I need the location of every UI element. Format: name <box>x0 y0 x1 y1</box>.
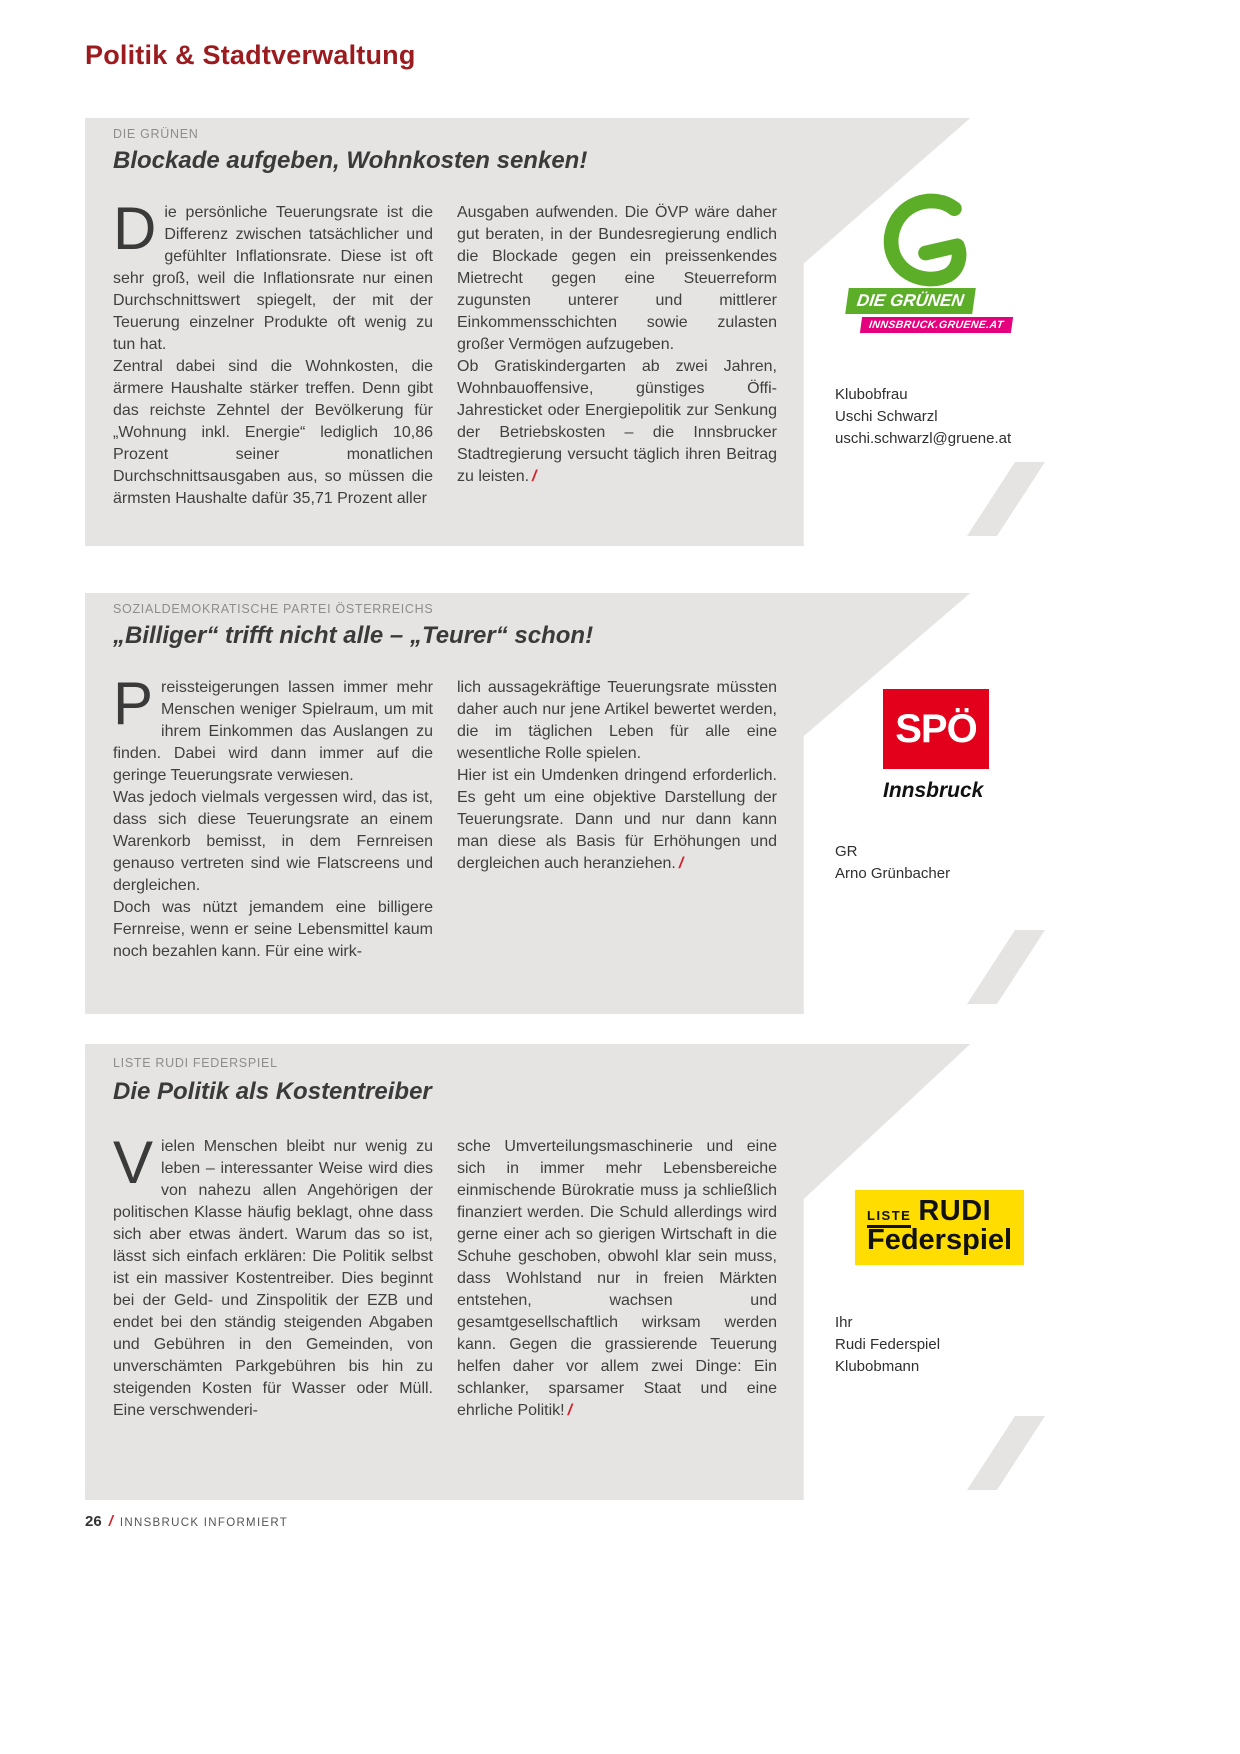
contact-info <box>835 384 1011 450</box>
article-title: „Billiger“ trifft nicht alle – „Teurer“ schon! <box>113 622 594 649</box>
paragraph: Doch was nützt jemandem eine billigere Fernreise, wenn er seine Lebensmittel kaum noch bezahlen kann. Für eine wirk- <box>113 899 433 960</box>
contact-info <box>835 841 950 885</box>
article-end-slash: / <box>678 855 684 872</box>
paragraph: Zentral dabei sind die Wohnkosten, die ärmere Haushalte stärker treffen. Denn gibt das reichste Zehntel der Bevölkerung für „Wohnung inkl. Energie“ lediglich 10,86 Prozent seiner monatlichen Durchschnittsausgaben aus, so müssen die ärmsten Haushalte dafür 35,71 Prozent aller <box>113 358 433 507</box>
gruene-logo <box>847 190 1027 333</box>
text-column-2 <box>457 1136 777 1422</box>
spoe-logo <box>883 689 989 803</box>
gruene-wordmark: DIE GRÜNEN <box>845 288 975 314</box>
text-column-1 <box>113 670 433 963</box>
article-end-slash: / <box>532 468 537 485</box>
paragraph: Ob Gratiskindergarten ab zwei Jahren, Wohnbauoffensive, günstiges Öffi-Jahresticket oder Energiepolitik zur Senkung der Betriebskosten – die Innsbrucker Stadtregierung versucht täglich ihren Beitrag zu leisten. <box>457 358 777 485</box>
paragraph: sche Umverteilungsmaschinerie und eine sich in immer mehr Lebensbereiche einmischende Bürokratie muss ja schließlich finanziert werden. Die Schuld allerdings wird gerne einer ach so gierigen Wirtschaft in die Schuhe geschoben, obwohl klar sein muss, dass Wohlstand nur in freien Märkten entstehen, wachsen und gesamtgesellschaftlich wirksam werden kann. Gegen die grassierende Teuerung helfen daher vor allem zwei Dinge: Ein schlanker, sparsamer Staat und eine ehrliche Politik! <box>457 1138 777 1419</box>
dropcap-letter: D <box>113 195 157 262</box>
page-number: 26 <box>85 1513 102 1530</box>
contact-info <box>835 1312 940 1378</box>
gruene-g-brush-icon <box>864 184 992 294</box>
footer-slash-icon: / <box>108 1513 113 1530</box>
diagonal-slash-decoration <box>967 930 1045 1004</box>
federspiel-liste-label: LISTE <box>867 1208 911 1228</box>
diagonal-slash-decoration <box>967 1416 1045 1490</box>
federspiel-rudi-label: RUDI <box>918 1195 992 1227</box>
section-gruene <box>85 118 1037 546</box>
spoe-city-label: Innsbruck <box>883 779 984 802</box>
text-column-1 <box>113 1129 433 1422</box>
text-column-2 <box>457 202 777 488</box>
dropcap-letter: P <box>113 670 154 737</box>
article-title: Die Politik als Kostentreiber <box>113 1078 432 1105</box>
spoe-red-box: SPÖ <box>883 689 989 769</box>
contact-role: Klubobfrau <box>835 386 908 403</box>
article-title: Blockade aufgeben, Wohnkosten senken! <box>113 147 588 174</box>
federspiel-logo <box>855 1190 1024 1265</box>
gruene-url-banner: INNSBRUCK.GRUENE.AT <box>860 317 1013 333</box>
dropcap-letter: V <box>113 1129 154 1196</box>
article-end-slash: / <box>567 1402 573 1419</box>
contact-name: Arno Grünbacher <box>835 865 951 882</box>
paragraph: Hier ist ein Umdenken dringend erforderlich. Es geht um eine objektive Darstellung der Teuerungsrate. Dann und nur dann kann man diese als Basis für Erhöhungen und dergleichen auch heranziehen. <box>457 767 777 872</box>
paragraph: reissteigerungen lassen immer mehr Menschen weniger Spielraum, um mit ihrem Einkommen das Auslangen zu finden. Dabei wird dann immer auf die geringe Teuerungsrate verwiesen. <box>113 679 433 784</box>
paragraph: Ausgaben aufwenden. Die ÖVP wäre daher gut beraten, in der Bundesregierung endlich die Blockade gegen ein preissenkendes Mietrecht gegen eine Steuerreform zugunsten unterer und mittlerer Einkommensschichten sowie zulasten großer Vermögen aufzugeben. <box>457 204 777 353</box>
federspiel-name-label: Federspiel <box>867 1224 1013 1256</box>
diagonal-slash-decoration <box>967 462 1045 536</box>
section-kicker: DIE GRÜNEN <box>113 127 199 141</box>
page-title: Politik & Stadtverwaltung <box>85 40 416 70</box>
section-kicker: SOZIALDEMOKRATISCHE PARTEI ÖSTERREICHS <box>113 602 434 616</box>
paragraph: Was jedoch vielmals vergessen wird, das ist, dass sich diese Teuerungsrate an einem Warenkorb bemisst, in dem Fernreisen genauso vertreten sind wie Flatscreens und dergleichen. <box>113 789 433 894</box>
section-spoe <box>85 593 1037 1014</box>
contact-name: Rudi Federspiel <box>835 1336 941 1353</box>
contact-salutation: Ihr <box>835 1314 853 1331</box>
paragraph: lich aussagekräftige Teuerungsrate müssten daher auch nur jene Artikel bewertet werden, die im täglichen Leben für alle eine wesentliche Rolle spielen. <box>457 679 777 762</box>
section-kicker: LISTE RUDI FEDERSPIEL <box>113 1056 278 1070</box>
contact-email: uschi.schwarzl@gruene.at <box>835 430 1012 447</box>
text-column-1 <box>113 195 433 510</box>
paragraph: ie persönliche Teuerungsrate ist die Differenz zwischen tatsächlicher und gefühlter Inflationsrate. Diese ist oft sehr groß, weil die Inflationsrate nur einen Durchschnittswert spiegelt, der mit der Teuerung einzelner Produkte oft wenig zu tun hat. <box>113 204 433 353</box>
section-federspiel <box>85 1044 1037 1500</box>
magazine-name: INNSBRUCK INFORMIERT <box>119 1517 289 1529</box>
contact-name: Uschi Schwarzl <box>835 408 938 425</box>
contact-role: Klubobmann <box>835 1358 920 1375</box>
contact-role: GR <box>835 843 858 860</box>
page-footer <box>85 1513 288 1530</box>
text-column-2 <box>457 677 777 875</box>
paragraph: ielen Menschen bleibt nur wenig zu leben – interessanter Weise wird dies von nahezu allen Angehörigen der politischen Klasse häufig beklagt, ohne dass sich aber etwas ändert. Warum das so ist, lässt sich einfach erklären: Die Politik selbst ist ein massiver Kostentreiber. Dies beginnt bei der Geld- und Zinspolitik der EZB und endet bei den ständig steigenden Abgaben und Gebühren in den Gemeinden, von unverschämten Parkgebühren bis hin zu steigenden Kosten für Wasser oder Müll. Eine verschwenderi- <box>113 1138 433 1419</box>
